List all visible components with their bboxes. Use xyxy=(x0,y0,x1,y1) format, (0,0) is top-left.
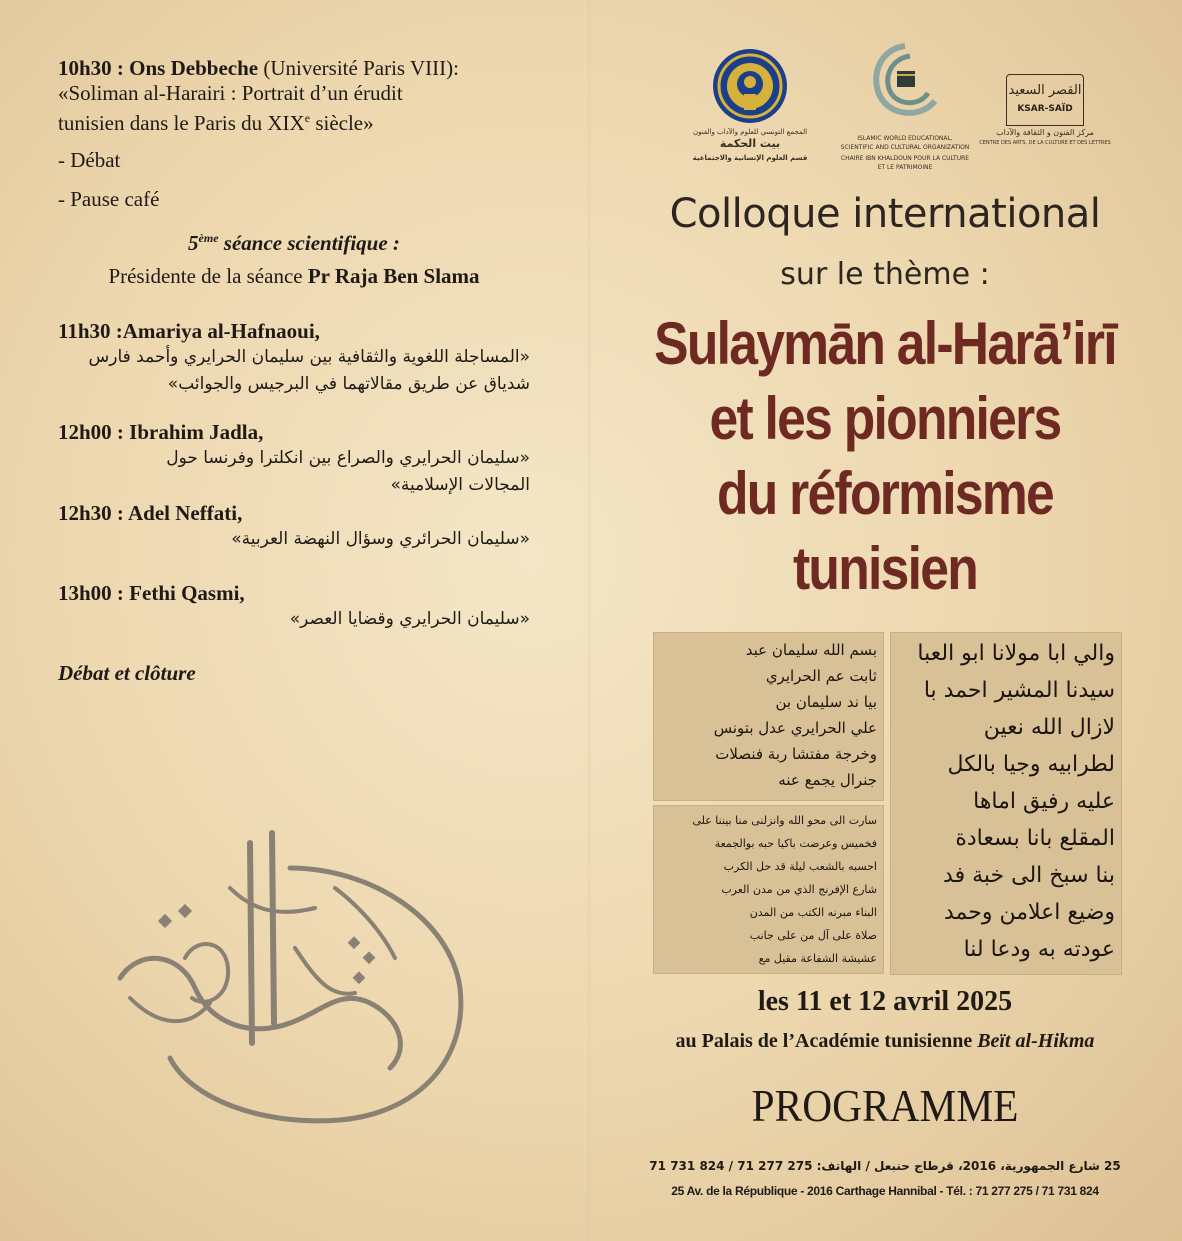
page-fold xyxy=(588,0,591,1241)
seance-sup: ème xyxy=(198,231,219,245)
calligraphy-logo-icon xyxy=(100,828,480,1128)
place-name: Beït al-Hikma xyxy=(977,1030,1095,1052)
program-panel xyxy=(58,56,530,686)
session-title: tunisien dans le Paris du XIX xyxy=(58,111,305,135)
event-date: les 11 et 12 avril 2025 xyxy=(757,986,1013,1017)
ksar-caption-line: مركز الفنون و الثقافة والآداب xyxy=(996,128,1094,137)
ksar-logo-ar: القصر السعيد xyxy=(1008,83,1082,98)
isesco-caption xyxy=(840,134,970,172)
manuscript-image-2 xyxy=(890,632,1122,975)
debat-item: - Débat xyxy=(58,148,121,172)
presidente-label: Présidente de la séance xyxy=(108,264,303,288)
ksar-caption-line: CENTRE DES ARTS, DE LA CULTURE ET DES LETTRES xyxy=(979,140,1111,146)
manuscript-line: بنا سبخ الى خبة فد xyxy=(943,863,1115,888)
isesco-caption-line: ISLAMIC WORLD EDUCATIONAL, SCIENTIFIC AND CULTURAL ORGANIZATION xyxy=(840,135,970,151)
session-title-ar: «سليمان الحرايري والصراع بين انكلترا وفرنسا حول xyxy=(166,448,530,468)
isesco-logo-icon xyxy=(865,41,945,126)
beit-caption-line: قسم العلوم الإنسانية والاجتماعية xyxy=(692,154,808,162)
manuscript-line: سيدنا المشير احمد با xyxy=(923,678,1115,703)
manuscript-line: والي ابا مولانا ابو العبا xyxy=(917,641,1115,666)
session-time: 13h00 : Fethi Qasmi, xyxy=(58,581,245,605)
ksar-said-logo xyxy=(1006,74,1084,126)
title-line: Sulaymān al-Harā’irī xyxy=(654,310,1116,377)
seance-number: 5 xyxy=(188,231,199,255)
session-title-ar: شدياق عن طريق مقالاتهما في البرجيس والجوائب» xyxy=(167,374,530,394)
presidente-line xyxy=(58,264,530,289)
main-title xyxy=(640,306,1130,606)
title-line: et les pionniers xyxy=(709,385,1061,452)
session-title-ar: «سليمان الحرايري وقضايا العصر» xyxy=(289,609,530,629)
address-arabic: 25 شارع الجمهورية، 2016، قرطاج حنبعل / الهاتف: 275 277 71 / 824 731 71 xyxy=(649,1159,1121,1173)
title-line: du réformisme xyxy=(716,460,1054,527)
manuscript-line: عودته به ودعا لنا xyxy=(963,937,1115,962)
programme-heading: PROGRAMME xyxy=(751,1080,1019,1131)
session-time: 10h30 : Ons Debbeche xyxy=(58,56,259,80)
session-time: 11h30 :Amariya al-Hafnaoui, xyxy=(58,319,320,343)
manuscript-line: البناء مبرنه الكتب من المدن xyxy=(749,906,877,919)
manuscript-line: فخميس وعرضت باكيا حبه بوالجمعة xyxy=(714,837,877,850)
manuscript-line: شارع الإفرنج الذي من مدن العرب xyxy=(721,883,877,896)
partner-logos xyxy=(640,36,1150,176)
colloque-heading: Colloque international xyxy=(669,191,1101,237)
seance-label: séance scientifique : xyxy=(223,231,400,255)
ksar-caption xyxy=(972,128,1118,148)
manuscript-line: عليه رفيق اماها xyxy=(973,789,1115,814)
session-title-ar: «المساجلة اللغوية والثقافية بين سليمان الحرايري وأحمد فارس xyxy=(88,347,530,367)
presidente-name: Pr Raja Ben Slama xyxy=(307,264,480,288)
title-line: tunisien xyxy=(792,535,978,602)
closing-item: Débat et clôture xyxy=(58,661,196,685)
manuscript-line: سارت الى محو الله وانزلنى منا بيننا على xyxy=(692,814,877,827)
superscript: e xyxy=(304,111,311,125)
pause-item: - Pause café xyxy=(58,187,160,211)
beit-caption-line: المجمع التونسي للعلوم والآداب والفنون xyxy=(692,128,808,136)
ksar-logo-fr: KSAR-SAÏD xyxy=(1017,104,1073,114)
manuscript-line: لطرابيه وجيا بالكل xyxy=(947,752,1115,777)
session-title: «Soliman al-Harairi : Portrait d’un érudit xyxy=(58,81,403,105)
manuscript-line: احسبه بالشعب ليلة قد حل الكرب xyxy=(723,860,877,873)
manuscript-line: عشيشة الشفاعة مقيل مع xyxy=(758,952,877,965)
manuscript-image-1 xyxy=(653,632,884,801)
manuscript-line: وضيع اعلامن وحمد xyxy=(943,900,1115,925)
session-title: siècle» xyxy=(310,111,374,135)
session-title-ar: المجالات الإسلامية» xyxy=(390,475,530,495)
isesco-caption-line: CHAIRE IBN KHALDOUN POUR LA CULTURE ET LE PATRIMOINE xyxy=(840,155,970,171)
manuscript-line: ثابت عم الحرايري xyxy=(765,667,877,685)
seance-heading xyxy=(58,226,530,256)
address-french: 25 Av. de la République - 2016 Carthage Hannibal - Tél. : 71 277 275 / 71 731 824 xyxy=(671,1184,1099,1198)
session-1030 xyxy=(58,56,530,136)
manuscript-line: جنرال يجمع عنه xyxy=(778,771,877,789)
theme-subheading: sur le thème : xyxy=(780,257,990,292)
manuscript-line: وخرجة مفتشا ربة فنصلات xyxy=(715,745,877,763)
manuscript-line: المقلع بانا بسعادة xyxy=(955,826,1115,851)
manuscript-line: بيا ند سليمان بن xyxy=(775,693,877,711)
beit-caption-line: بيت الحكمة xyxy=(719,137,781,150)
session-affiliation: (Université Paris VIII): xyxy=(263,56,459,80)
manuscript-line: بسم الله سليمان عبد xyxy=(745,641,877,659)
beit-al-hikma-logo-icon xyxy=(710,46,790,126)
place-text: au Palais de l’Académie tunisienne xyxy=(675,1030,978,1052)
manuscript-line: لازال الله نعين xyxy=(983,715,1115,740)
manuscript-line: علي الحرايري عدل بتونس xyxy=(713,719,877,737)
manuscript-line: صلاة على آل من على جانب xyxy=(749,929,877,942)
manuscript-image-3 xyxy=(653,805,884,974)
session-time: 12h30 : Adel Neffati, xyxy=(58,501,243,525)
beit-caption xyxy=(680,128,820,163)
event-place xyxy=(600,1028,1170,1054)
session-title-ar: «سليمان الحرائري وسؤال النهضة العربية» xyxy=(231,529,530,549)
session-time: 12h00 : Ibrahim Jadla, xyxy=(58,420,264,444)
